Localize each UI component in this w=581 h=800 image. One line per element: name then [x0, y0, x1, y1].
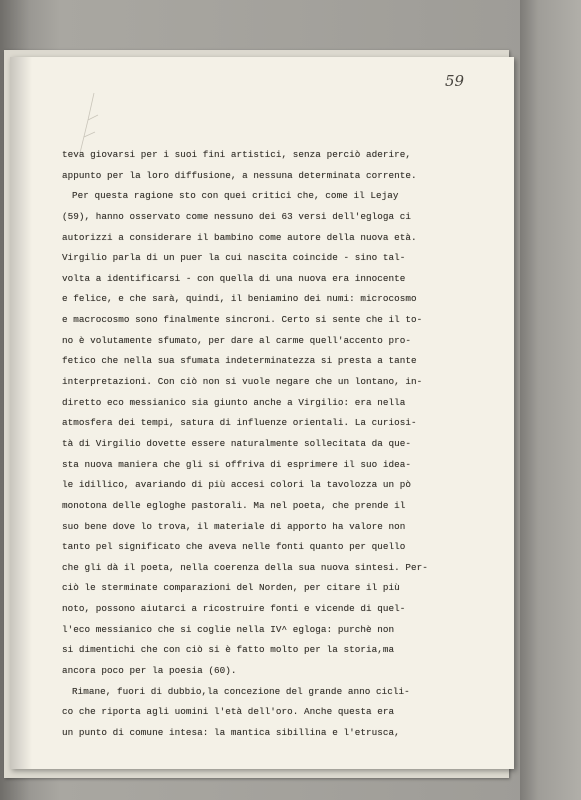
text-line: ciò le sterminate comparazioni del Norden, per citare il più [62, 582, 400, 594]
text-line: e felice, e che sarà, quindi, il beniamino dei numi: microcosmo [62, 293, 417, 305]
text-line: noto, possono aiutarci a ricostruire fonti e vicende di quel- [62, 603, 406, 615]
text-line: no è volutamente sfumato, per dare al carme quell'accento pro- [62, 334, 411, 346]
text-line: tà di Virgilio dovette essere naturalmente sollecitata da que- [62, 437, 411, 449]
text-line: Per questa ragione sto con quei critici che, come il Lejay [72, 190, 399, 202]
text-line: atmosfera dei tempi, satura di influenze orientali. La curiosi- [62, 417, 417, 429]
text-line: volta a identificarsi - con quella di una nuova era innocente [62, 272, 406, 284]
text-line: teva giovarsi per i suoi fini artistici, senza perciò aderire, [62, 149, 411, 160]
text-line: un punto di comune intesa: la mantica sibillina e l'etrusca, [62, 726, 400, 738]
text-line: monotona delle egloghe pastorali. Ma nel poeta, che prende il [62, 499, 406, 511]
text-line: si dimentichi che con ciò si è fatto molto per la storia,ma [62, 644, 395, 656]
text-line: suo bene dove lo trova, il materiale di apporto ha valore non [62, 520, 406, 532]
page-number: 59 [445, 72, 465, 90]
scanner-edge [520, 0, 581, 800]
text-line: le idillico, avariando di più accesi colori la tavolozza un pò [62, 479, 411, 491]
text-line: diretto eco messianico sia giunto anche a Virgilio: era nella [62, 396, 406, 408]
body-text [62, 145, 482, 744]
text-line: co che riporta agli uomini l'età dell'oro. Anche questa era [62, 706, 395, 718]
binding-shadow [10, 57, 32, 769]
text-line: interpretazioni. Con ciò non si vuole negare che un lontano, in- [62, 376, 423, 388]
text-line: Rimane, fuori di dubbio,la concezione del grande anno cicli- [72, 685, 410, 697]
text-line: e macrocosmo sono finalmente sincroni. Certo si sente che il to- [62, 314, 423, 326]
text-line: l'eco messianico che si coglie nella IV^ egloga: purchè non [62, 623, 395, 635]
text-line: che gli dà il poeta, nella coerenza della sua nuova sintesi. Per- [62, 561, 428, 573]
text-line: tanto pel significato che aveva nelle fonti quanto per quello [62, 541, 406, 553]
text-line: (59), hanno osservato come nessuno dei 63 versi dell'egloga ci [62, 210, 411, 222]
text-line: appunto per la loro diffusione, a nessuna determinata corrente. [62, 169, 417, 181]
text-line: Virgilio parla di un puer la cui nascita coincide - sino tal- [62, 252, 406, 264]
text-line: ancora poco per la poesia (60). [62, 665, 237, 677]
text-line: autorizzi a considerare il bambino come autore della nuova età. [62, 231, 417, 243]
text-line: fetico che nella sua sfumata indeterminatezza si presta a tante [62, 355, 417, 367]
text-line: sta nuova maniera che gli si offriva di esprimere il suo idea- [62, 458, 411, 470]
